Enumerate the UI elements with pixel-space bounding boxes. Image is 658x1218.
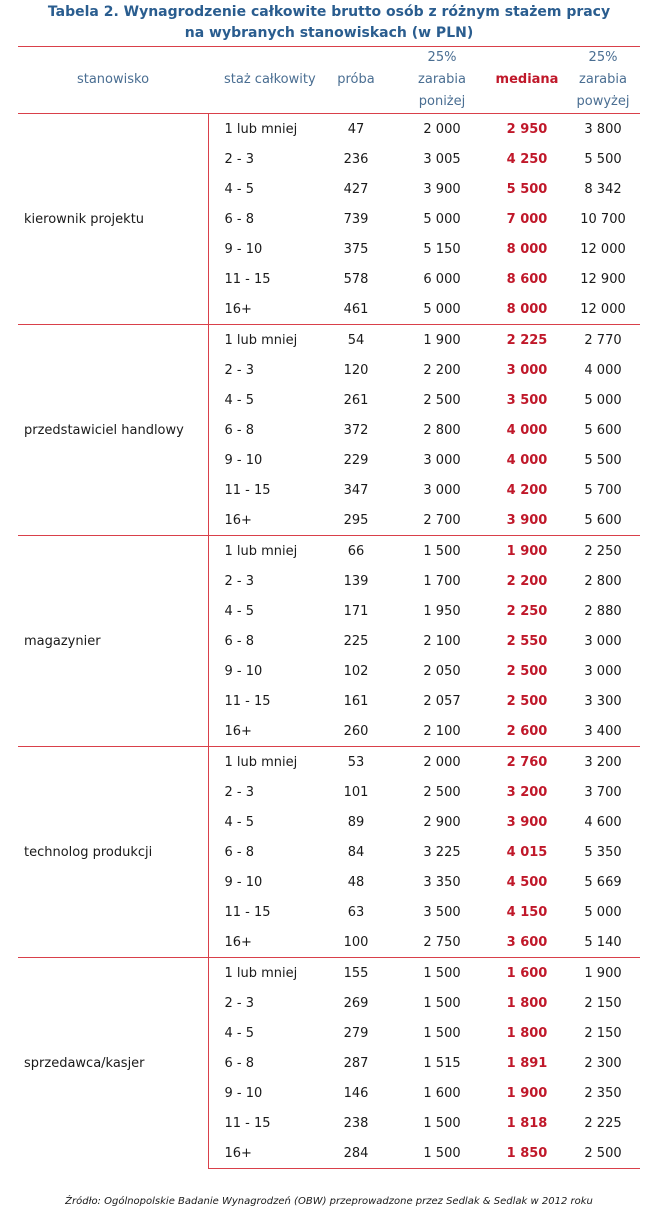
- mediana-cell: 3 600: [506, 934, 548, 950]
- mediana-cell: 2 200: [506, 573, 548, 589]
- p75-cell: 5 700: [584, 482, 622, 498]
- p25-cell: 1 500: [396, 1138, 488, 1169]
- p25-cell: 2 000: [396, 114, 488, 145]
- position-cell: przedstawiciel handlowy: [18, 325, 208, 536]
- proba-cell: 347: [343, 482, 369, 498]
- p25-cell: 3 000: [423, 452, 461, 468]
- proba-cell: 261: [343, 392, 369, 408]
- header-p25-line2: zarabia: [418, 72, 466, 87]
- p75-cell: 12 900: [580, 271, 626, 287]
- header-mediana: mediana: [488, 47, 566, 114]
- p25-cell: 3 005: [423, 151, 461, 167]
- p75-cell: 5 000: [584, 904, 622, 920]
- p25-cell: 1 500: [423, 1025, 461, 1041]
- mediana-cell: 4 250: [506, 151, 548, 167]
- position-cell: magazynier: [18, 536, 208, 747]
- mediana-cell: 2 950: [488, 114, 566, 145]
- mediana-cell: 4 000: [506, 452, 548, 468]
- staz-cell: 2 - 3: [208, 988, 316, 1018]
- p25-cell: 2 000: [396, 747, 488, 778]
- p75-cell: 2 225: [584, 1115, 622, 1131]
- mediana-cell: 1 900: [488, 536, 566, 567]
- p75-cell: 2 250: [566, 536, 640, 567]
- p25-cell: 3 900: [423, 181, 461, 197]
- proba-cell: 101: [343, 784, 369, 800]
- mediana-cell: 2 500: [506, 693, 548, 709]
- mediana-cell: 2 225: [488, 325, 566, 356]
- mediana-cell: 3 900: [506, 814, 548, 830]
- p75-cell: 2 880: [584, 603, 622, 619]
- table-header: [18, 47, 640, 114]
- header-p25-line3: poniżej: [418, 94, 466, 109]
- p25-cell: 1 600: [423, 1085, 461, 1101]
- proba-cell: 54: [316, 325, 396, 356]
- proba-cell: 287: [343, 1055, 369, 1071]
- proba-cell: 279: [343, 1025, 369, 1041]
- mediana-cell: 8 000: [506, 301, 548, 317]
- p75-cell: 3 700: [584, 784, 622, 800]
- staz-cell: 6 - 8: [208, 837, 316, 867]
- staz-cell: 1 lub mniej: [208, 958, 316, 989]
- p75-cell: 3 800: [566, 114, 640, 145]
- table-title-line1: Tabela 2. Wynagrodzenie całkowite brutto osób z różnym stażem pracy: [47, 4, 611, 20]
- position-cell: kierownik projektu: [18, 114, 208, 325]
- mediana-cell: 8 600: [506, 271, 548, 287]
- mediana-cell: 2 760: [488, 747, 566, 778]
- proba-cell: 229: [343, 452, 369, 468]
- staz-cell: 16+: [208, 716, 316, 747]
- mediana-cell: 4 200: [506, 482, 548, 498]
- mediana-cell: 1 800: [506, 1025, 548, 1041]
- p25-cell: 1 500: [396, 958, 488, 989]
- mediana-cell: 1 818: [506, 1115, 548, 1131]
- p75-cell: 12 000: [580, 241, 626, 257]
- p25-cell: 2 500: [423, 784, 461, 800]
- staz-cell: 9 - 10: [208, 656, 316, 686]
- header-p75: [566, 47, 640, 114]
- staz-cell: 1 lub mniej: [208, 114, 316, 145]
- mediana-cell: 1 600: [488, 958, 566, 989]
- mediana-cell: 3 000: [506, 362, 548, 378]
- table-body: [18, 114, 640, 1169]
- mediana-cell: 2 250: [506, 603, 548, 619]
- proba-cell: 161: [343, 693, 369, 709]
- mediana-cell: 1 891: [506, 1055, 548, 1071]
- mediana-cell: 4 500: [506, 874, 548, 890]
- proba-cell: 225: [343, 633, 369, 649]
- header-proba: próba: [316, 47, 396, 114]
- p25-cell: 5 000: [423, 301, 461, 317]
- table-row: [18, 114, 640, 145]
- staz-cell: 2 - 3: [208, 566, 316, 596]
- p25-cell: 3 350: [423, 874, 461, 890]
- staz-cell: 6 - 8: [208, 204, 316, 234]
- staz-cell: 1 lub mniej: [208, 536, 316, 567]
- mediana-cell: 4 015: [506, 844, 548, 860]
- proba-cell: 284: [316, 1138, 396, 1169]
- staz-cell: 11 - 15: [208, 897, 316, 927]
- staz-cell: 6 - 8: [208, 1048, 316, 1078]
- proba-cell: 139: [343, 573, 369, 589]
- proba-cell: 63: [347, 904, 365, 920]
- table-title-line2: na wybranych stanowiskach (w PLN): [184, 25, 474, 41]
- p75-cell: 2 300: [584, 1055, 622, 1071]
- p75-cell: 2 770: [566, 325, 640, 356]
- p75-cell: 4 600: [584, 814, 622, 830]
- salary-table: [18, 46, 640, 1169]
- p25-cell: 1 515: [423, 1055, 461, 1071]
- proba-cell: 578: [343, 271, 369, 287]
- mediana-cell: 1 800: [506, 995, 548, 1011]
- staz-cell: 2 - 3: [208, 777, 316, 807]
- staz-cell: 16+: [208, 505, 316, 536]
- position-cell: technolog produkcji: [18, 747, 208, 958]
- table-row: [18, 325, 640, 356]
- proba-cell: 461: [343, 301, 369, 317]
- p75-cell: 5 350: [584, 844, 622, 860]
- header-row: [18, 47, 640, 114]
- p25-cell: 2 100: [423, 633, 461, 649]
- p75-cell: 2 150: [584, 1025, 622, 1041]
- proba-cell: 739: [343, 211, 369, 227]
- p25-cell: 3 500: [423, 904, 461, 920]
- staz-cell: 4 - 5: [208, 807, 316, 837]
- staz-cell: 4 - 5: [208, 1018, 316, 1048]
- staz-cell: 9 - 10: [208, 867, 316, 897]
- p25-cell: 2 500: [423, 392, 461, 408]
- p25-cell: 3 225: [423, 844, 461, 860]
- proba-cell: 66: [316, 536, 396, 567]
- staz-cell: 11 - 15: [208, 686, 316, 716]
- header-p75-line2: zarabia: [579, 72, 627, 87]
- header-p25: [396, 47, 488, 114]
- p25-cell: 2 100: [423, 723, 461, 739]
- proba-cell: 146: [343, 1085, 369, 1101]
- proba-cell: 236: [343, 151, 369, 167]
- p25-cell: 3 000: [423, 482, 461, 498]
- staz-cell: 11 - 15: [208, 1108, 316, 1138]
- proba-cell: 53: [316, 747, 396, 778]
- p75-cell: 1 900: [566, 958, 640, 989]
- p25-cell: 2 200: [423, 362, 461, 378]
- p75-cell: 3 200: [566, 747, 640, 778]
- table-row: [18, 958, 640, 989]
- proba-cell: 375: [343, 241, 369, 257]
- proba-cell: 100: [343, 934, 369, 950]
- header-p25-line1: 25%: [427, 50, 457, 65]
- p75-cell: 8 342: [584, 181, 622, 197]
- mediana-cell: 4 000: [506, 422, 548, 438]
- mediana-cell: 2 600: [506, 723, 548, 739]
- p25-cell: 2 800: [423, 422, 461, 438]
- p25-cell: 2 700: [423, 512, 461, 528]
- proba-cell: 372: [343, 422, 369, 438]
- staz-cell: 1 lub mniej: [208, 325, 316, 356]
- p75-cell: 3 400: [584, 723, 622, 739]
- header-p75-line3: powyżej: [576, 94, 630, 109]
- staz-cell: 6 - 8: [208, 626, 316, 656]
- p25-cell: 1 500: [423, 1115, 461, 1131]
- staz-cell: 2 - 3: [208, 355, 316, 385]
- table-row: [18, 747, 640, 778]
- p75-cell: 2 350: [584, 1085, 622, 1101]
- proba-cell: 47: [316, 114, 396, 145]
- staz-cell: 11 - 15: [208, 475, 316, 505]
- table-title: [0, 2, 658, 44]
- p75-cell: 5 669: [584, 874, 622, 890]
- mediana-cell: 4 150: [506, 904, 548, 920]
- mediana-cell: 1 900: [506, 1085, 548, 1101]
- p75-cell: 5 500: [584, 452, 622, 468]
- mediana-cell: 3 900: [506, 512, 548, 528]
- proba-cell: 84: [347, 844, 365, 860]
- mediana-cell: 2 550: [506, 633, 548, 649]
- p75-cell: 2 500: [566, 1138, 640, 1169]
- p25-cell: 2 050: [423, 663, 461, 679]
- staz-cell: 4 - 5: [208, 596, 316, 626]
- staz-cell: 4 - 5: [208, 385, 316, 415]
- p75-cell: 5 600: [584, 422, 622, 438]
- p25-cell: 2 750: [423, 934, 461, 950]
- proba-cell: 171: [343, 603, 369, 619]
- mediana-cell: 3 200: [506, 784, 548, 800]
- staz-cell: 9 - 10: [208, 445, 316, 475]
- staz-cell: 1 lub mniej: [208, 747, 316, 778]
- source-note: Źródło: Ogólnopolskie Badanie Wynagrodzeń (OBW) przeprowadzone przez Sedlak & Sedlak w 2012 roku: [65, 1196, 593, 1207]
- p75-cell: 5 500: [584, 151, 622, 167]
- proba-cell: 238: [343, 1115, 369, 1131]
- mediana-cell: 1 850: [488, 1138, 566, 1169]
- mediana-cell: 2 500: [506, 663, 548, 679]
- proba-cell: 427: [343, 181, 369, 197]
- p25-cell: 1 700: [423, 573, 461, 589]
- header-stanowisko: stanowisko: [18, 47, 208, 114]
- p75-cell: 3 300: [584, 693, 622, 709]
- p25-cell: 1 900: [396, 325, 488, 356]
- staz-cell: 16+: [208, 1138, 316, 1169]
- p25-cell: 6 000: [423, 271, 461, 287]
- p75-cell: 4 000: [584, 362, 622, 378]
- p75-cell: 3 000: [584, 633, 622, 649]
- mediana-cell: 7 000: [506, 211, 548, 227]
- mediana-cell: 8 000: [506, 241, 548, 257]
- p25-cell: 1 500: [396, 536, 488, 567]
- p75-cell: 3 000: [584, 663, 622, 679]
- p75-cell: 5 600: [584, 512, 622, 528]
- staz-cell: 4 - 5: [208, 174, 316, 204]
- staz-cell: 9 - 10: [208, 1078, 316, 1108]
- staz-cell: 16+: [208, 294, 316, 325]
- p25-cell: 2 900: [423, 814, 461, 830]
- p25-cell: 2 057: [423, 693, 461, 709]
- staz-cell: 6 - 8: [208, 415, 316, 445]
- proba-cell: 102: [343, 663, 369, 679]
- proba-cell: 89: [347, 814, 365, 830]
- proba-cell: 155: [316, 958, 396, 989]
- p25-cell: 5 150: [423, 241, 461, 257]
- p75-cell: 5 140: [584, 934, 622, 950]
- staz-cell: 11 - 15: [208, 264, 316, 294]
- p75-cell: 2 150: [584, 995, 622, 1011]
- mediana-cell: 3 500: [506, 392, 548, 408]
- header-p75-line1: 25%: [588, 50, 618, 65]
- p25-cell: 1 950: [423, 603, 461, 619]
- proba-cell: 269: [343, 995, 369, 1011]
- table-row: [18, 536, 640, 567]
- proba-cell: 295: [343, 512, 369, 528]
- p75-cell: 10 700: [580, 211, 626, 227]
- mediana-cell: 5 500: [506, 181, 548, 197]
- staz-cell: 16+: [208, 927, 316, 958]
- p75-cell: 12 000: [580, 301, 626, 317]
- header-staz: staż całkowity: [208, 47, 316, 114]
- proba-cell: 48: [347, 874, 365, 890]
- staz-cell: 9 - 10: [208, 234, 316, 264]
- p25-cell: 1 500: [423, 995, 461, 1011]
- position-cell: sprzedawca/kasjer: [18, 958, 208, 1169]
- proba-cell: 120: [343, 362, 369, 378]
- proba-cell: 260: [343, 723, 369, 739]
- staz-cell: 2 - 3: [208, 144, 316, 174]
- p25-cell: 5 000: [423, 211, 461, 227]
- p75-cell: 2 800: [584, 573, 622, 589]
- p75-cell: 5 000: [584, 392, 622, 408]
